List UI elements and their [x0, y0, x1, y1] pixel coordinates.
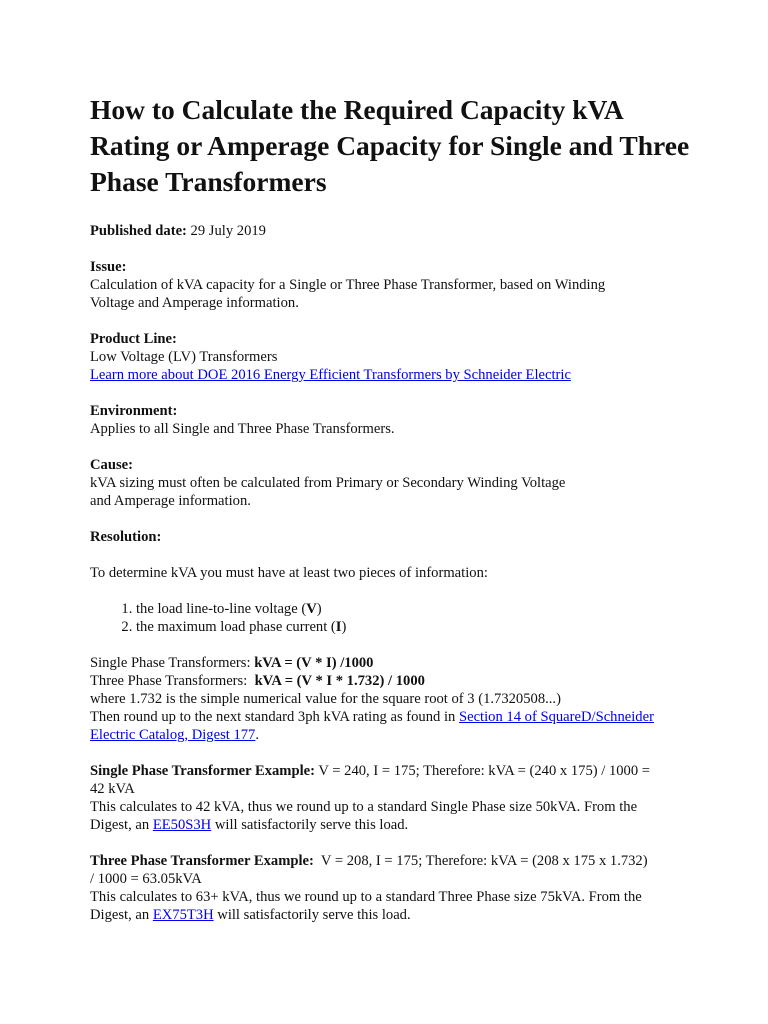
- sqrt3-note: where 1.732 is the simple numerical value for the square root of 3 (1.7320508...): [90, 691, 561, 707]
- catalog-digest-link[interactable]: Electric Catalog, Digest 177: [90, 727, 256, 743]
- single-example-calc: V = 240, I = 175; Therefore: kVA = (240 x 175) / 1000 =: [314, 763, 651, 779]
- current-symbol: I: [335, 619, 342, 635]
- single-example-label: Single Phase Transformer Example:: [90, 763, 315, 779]
- single-example-line-4: [90, 816, 708, 834]
- ee50s3h-link[interactable]: EE50S3H: [152, 817, 212, 833]
- published-date: [90, 222, 708, 240]
- single-example-line-1: [90, 762, 708, 780]
- issue-heading: [90, 258, 708, 276]
- product-line-text: Low Voltage (LV) Transformers: [90, 349, 278, 365]
- product-line-heading: [90, 330, 708, 348]
- catalog-section-link[interactable]: Section 14 of SquareD/Schneider: [458, 709, 654, 725]
- published-value: 29 July 2019: [186, 223, 266, 239]
- cause-line-2: and Amperage information.: [90, 493, 251, 509]
- roundup-end: .: [255, 727, 260, 743]
- cause-heading-text: Cause:: [90, 457, 133, 473]
- page-title: How to Calculate the Required Capacity kVA Rating or Amperage Capacity for Single and Three Phase Transformers: [90, 94, 690, 197]
- single-phase-formula-label: Single Phase Transformers:: [90, 655, 255, 671]
- cause-line-1: kVA sizing must often be calculated from Primary or Secondary Winding Voltage: [90, 475, 566, 491]
- three-example-pre: Digest, an: [90, 907, 153, 923]
- three-example-line-4: [90, 906, 708, 924]
- environment-heading-text: Environment:: [90, 403, 178, 419]
- list-item: [136, 600, 708, 618]
- single-example-pre: Digest, an: [90, 817, 153, 833]
- roundup-line-1: [90, 708, 708, 726]
- list-item-end: ): [341, 619, 347, 635]
- ex75t3h-link[interactable]: EX75T3H: [152, 907, 214, 923]
- three-example-line-2: / 1000 = 63.05kVA: [90, 871, 202, 887]
- product-line-heading-text: Product Line:: [90, 331, 177, 347]
- single-phase-formula: [90, 654, 708, 672]
- list-item-text: the load line-to-line voltage (: [136, 601, 307, 617]
- environment-heading: [90, 402, 708, 420]
- three-example-calc: V = 208, I = 175; Therefore: kVA = (208 x 175 x 1.732): [313, 853, 648, 869]
- three-phase-formula-label: Three Phase Transformers:: [90, 673, 255, 689]
- roundup-text: Then round up to the next standard 3ph kVA rating as found in: [90, 709, 459, 725]
- single-phase-formula-value: kVA = (V * I) /1000: [254, 655, 374, 671]
- doe-2016-link[interactable]: Learn more about DOE 2016 Energy Efficient Transformers by Schneider Electric: [90, 367, 571, 383]
- issue-line-2: Voltage and Amperage information.: [90, 295, 299, 311]
- three-example-post: will satisfactorily serve this load.: [213, 907, 411, 923]
- three-example-line-3: This calculates to 63+ kVA, thus we round up to a standard Three Phase size 75kVA. From the: [90, 889, 642, 905]
- single-example-post: will satisfactorily serve this load.: [211, 817, 409, 833]
- resolution-heading: [90, 528, 708, 546]
- single-example-line-3: This calculates to 42 kVA, thus we round up to a standard Single Phase size 50kVA. From the: [90, 799, 638, 815]
- three-phase-formula-value: kVA = (V * I * 1.732) / 1000: [254, 673, 425, 689]
- resolution-heading-text: Resolution:: [90, 529, 162, 545]
- cause-heading: [90, 456, 708, 474]
- list-item-end: ): [316, 601, 322, 617]
- product-line-link-row: [90, 366, 708, 384]
- list-item-text: the maximum load phase current (: [136, 619, 336, 635]
- list-item: [136, 618, 708, 636]
- roundup-line-2: [90, 726, 708, 744]
- issue-line-1: Calculation of kVA capacity for a Single or Three Phase Transformer, based on Winding: [90, 277, 606, 293]
- three-phase-formula: [90, 672, 708, 690]
- three-example-label: Three Phase Transformer Example:: [90, 853, 314, 869]
- three-example-line-1: [90, 852, 708, 870]
- voltage-symbol: V: [306, 601, 317, 617]
- environment-text: Applies to all Single and Three Phase Transformers.: [90, 421, 395, 437]
- single-example-line-2: 42 kVA: [90, 781, 135, 797]
- required-info-list: [90, 600, 708, 636]
- resolution-intro: To determine kVA you must have at least two pieces of information:: [90, 565, 488, 581]
- issue-heading-text: Issue:: [90, 259, 127, 275]
- published-label: Published date:: [90, 223, 187, 239]
